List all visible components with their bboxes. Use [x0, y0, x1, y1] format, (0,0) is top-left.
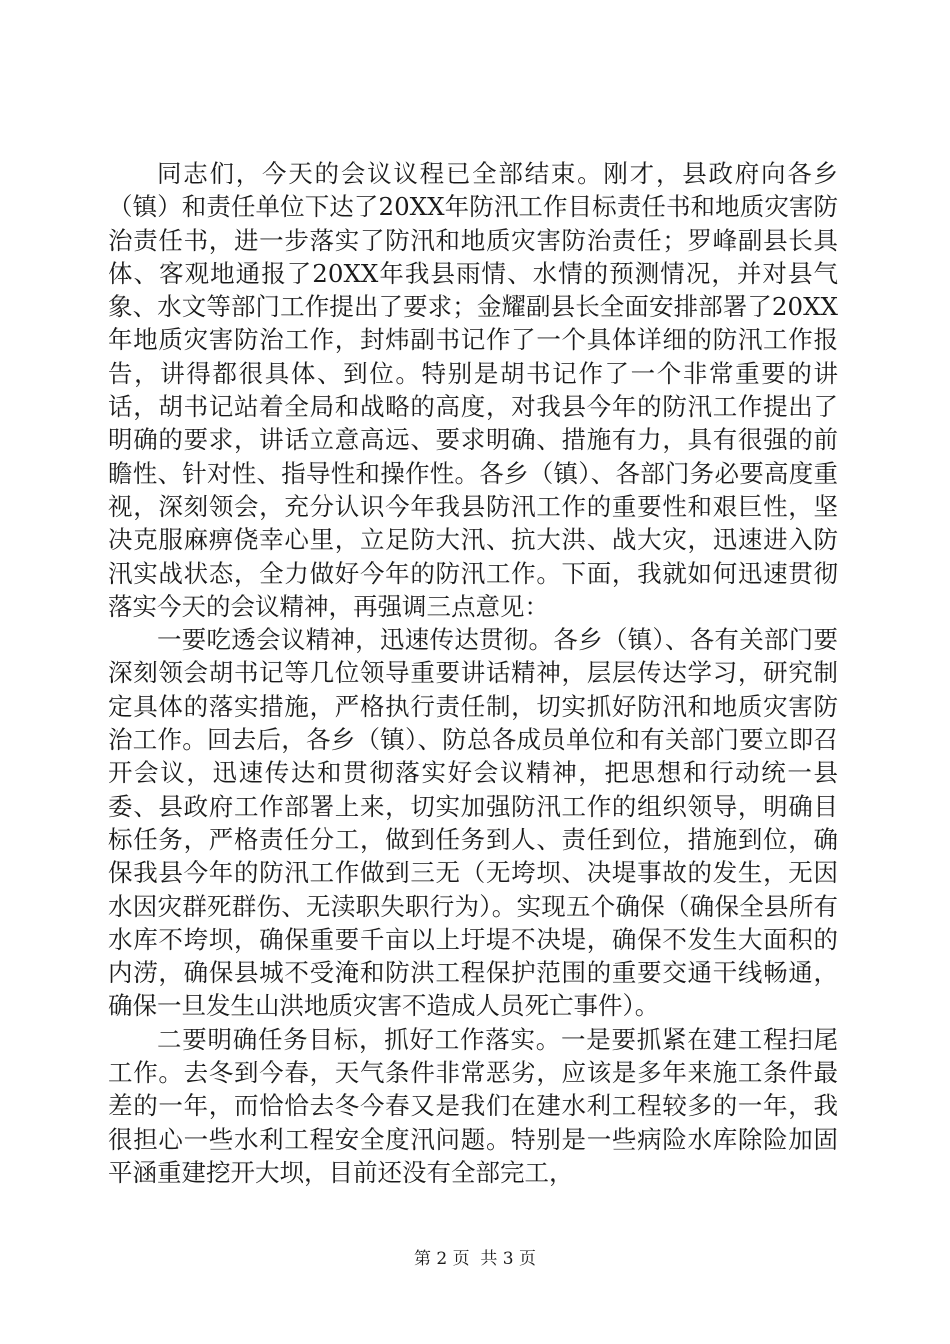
paragraph-intro: 同志们，今天的会议议程已全部结束。刚才，县政府向各乡（镇）和责任单位下达了20XX年防汛工作目标责任书和地质灾害防治责任书，进一步落实了防汛和地质灾害防治责任；罗峰副县长具体、客观地通报了20XX年我县雨情、水情的预测情况，并对县气象、水文等部门工作提出了要求；金耀副县长全面安排部署了20XX年地质灾害防治工作，封炜副书记作了一个具体详细的防汛工作报告，讲得都很具体、到位。特别是胡书记作了一个非常重要的讲话，胡书记站着全局和战略的高度，对我县今年的防汛工作提出了明确的要求，讲话立意高远、要求明确、措施有力，具有很强的前瞻性、针对性、指导性和操作性。各乡（镇）、各部门务必要高度重视，深刻领会，充分认识今年我县防汛工作的重要性和艰巨性，坚决克服麻痹侥幸心里，立足防大汛、抗大洪、战大灾，迅速进入防汛实战状态，全力做好今年的防汛工作。下面，我就如何迅速贯彻落实今天的会议精神，再强调三点意见： — [108, 159, 838, 621]
document-body — [108, 157, 838, 1189]
paragraph-point-one: 一要吃透会议精神，迅速传达贯彻。各乡（镇）、各有关部门要深刻领会胡书记等几位领导重要讲话精神，层层传达学习，研究制定具体的落实措施，严格执行责任制，切实抓好防汛和地质灾害防治工作。回去后，各乡（镇）、防总各成员单位和有关部门要立即召开会议，迅速传达和贯彻落实好会议精神，把思想和行动统一县委、县政府工作部署上来，切实加强防汛工作的组织领导，明确目标任务，严格责任分工，做到任务到人、责任到位，措施到位，确保我县今年的防汛工作做到三无（无垮坝、决堤事故的发生，无因水因灾群死群伤、无渎职失职行为）。实现五个确保（确保全县所有水库不垮坝，确保重要千亩以上圩堤不决堤，确保不发生大面积的内涝，确保县城不受淹和防洪工程保护范围的重要交通干线畅通，确保一旦发生山洪地质灾害不造成人员死亡事件）。 — [108, 625, 838, 1021]
page-number-footer: 第 2 页 共 3 页 — [413, 1249, 537, 1269]
paragraph-point-two: 二要明确任务目标，抓好工作落实。一是要抓紧在建工程扫尾工作。去冬到今春，天气条件非常恶劣，应该是多年来施工条件最差的一年，而恰恰去冬今春又是我们在建水利工程较多的一年，我很担心一些水利工程安全度汛问题。特别是一些病险水库除险加固平涵重建挖开大坝，目前还没有全部完工， — [108, 1024, 838, 1187]
